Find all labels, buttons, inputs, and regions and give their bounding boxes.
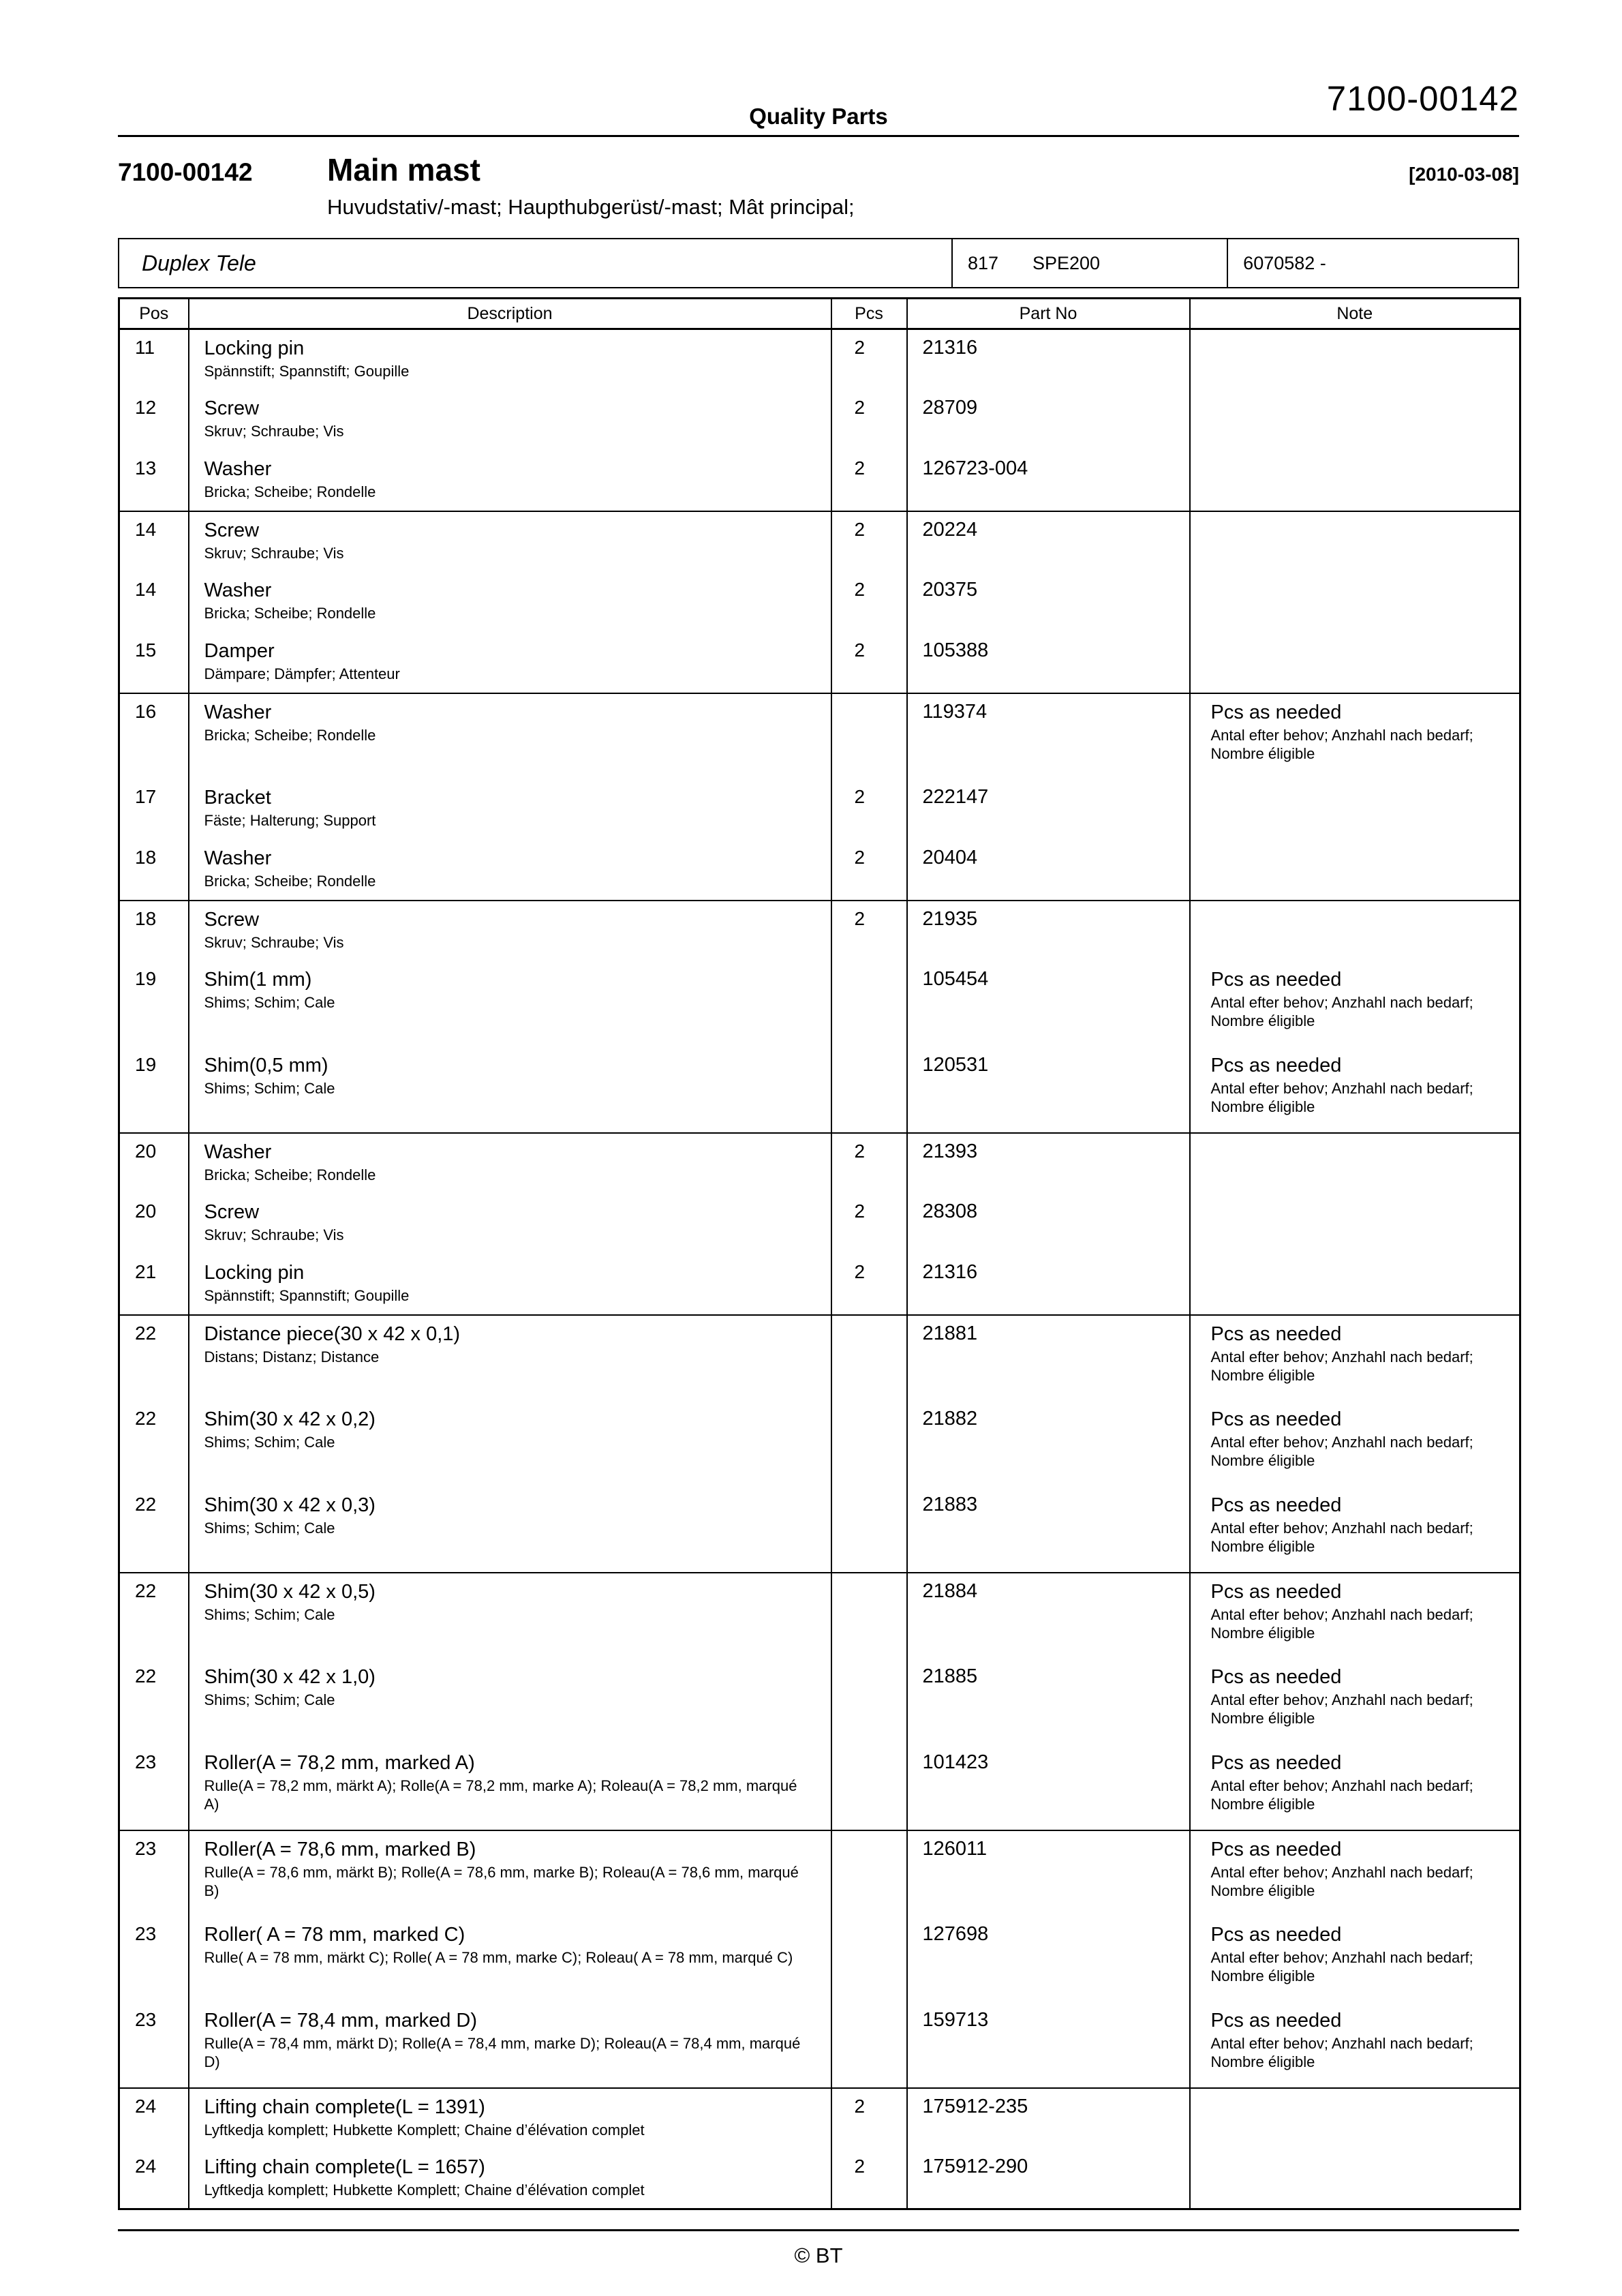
row-note-cell [1190,1659,1520,1744]
row-description: Shim(0,5 mm) [204,1054,328,1076]
revision-date: [2010-03-08] [1409,164,1519,185]
row-description-translations: Bricka; Scheibe; Rondelle [204,872,376,890]
table-row [119,2002,1520,2088]
column-header-part-no: Part No [907,299,1190,329]
row-description-translations: Shims; Schim; Cale [204,1079,335,1097]
row-note-cell [1190,693,1520,779]
row-pos: 17 [135,785,157,807]
row-pos: 23 [119,2002,189,2088]
row-note-translations: Antal efter behov; Anzhahl nach bedarf; Nombre éligible [1210,1079,1473,1115]
row-pos: 20 [135,1140,157,1162]
row-note: Pcs as needed [1210,701,1342,723]
row-note: Pcs as needed [1210,1408,1342,1430]
table-row [119,1254,1520,1315]
row-note-cell [1190,2002,1520,2088]
table-row [119,329,1520,390]
row-description-cell [189,1047,831,1133]
table-row [119,390,1520,451]
row-pos: 22 [135,1407,157,1429]
row-note: Pcs as needed [1210,1580,1342,1603]
footer-rule [118,2229,1519,2231]
row-pcs [831,1573,907,1659]
row-description: Roller(A = 78,4 mm, marked D) [204,2009,477,2031]
row-description: Roller(A = 78,6 mm, marked B) [204,1838,476,1860]
parts-table [118,297,1521,2210]
row-description-cell [189,779,831,840]
row-part-no: 159713 [907,2002,1190,2088]
row-pcs: 2 [831,1254,907,1315]
row-description: Washer [204,701,272,723]
row-description-cell [189,1401,831,1487]
row-note: Pcs as needed [1210,968,1342,991]
row-part-no: 21935 [907,901,1190,961]
row-note-cell [1190,2088,1520,2149]
row-note-cell [1190,1047,1520,1133]
row-pos: 14 [135,578,157,600]
table-row [119,1133,1520,1194]
row-note-translations: Antal efter behov; Anzhahl nach bedarf; Nombre éligible [1210,1348,1473,1384]
row-description-translations: Shims; Schim; Cale [204,993,335,1011]
row-description-cell [189,1194,831,1254]
row-note-translations: Antal efter behov; Anzhahl nach bedarf; Nombre éligible [1210,1777,1473,1813]
row-pcs: 2 [831,633,907,693]
row-pos: 19 [135,967,157,989]
footer-copyright: © BT [794,2244,843,2267]
row-pos: 24 [135,2155,157,2177]
row-description-cell [189,2149,831,2209]
row-pcs: 2 [831,840,907,901]
document-page [118,0,1519,2268]
row-description-cell [189,511,831,572]
row-description: Roller( A = 78 mm, marked C) [204,1923,465,1946]
row-note-cell [1190,1401,1520,1487]
row-note-cell [1190,451,1520,511]
row-pos: 23 [135,1922,157,1944]
title-block [118,151,1519,188]
row-pcs [831,1487,907,1573]
row-pos: 13 [119,451,189,511]
table-row [119,633,1520,693]
row-part-no: 175912-290 [907,2149,1190,2209]
table-row [119,1573,1520,1659]
row-description-cell [189,2088,831,2149]
table-row [119,693,1520,779]
model-codes-cell [951,239,1227,287]
row-pos: 21 [119,1254,189,1315]
row-description-translations: Rulle(A = 78,4 mm, märkt D); Rolle(A = 78,4 mm, marke D); Roleau(A = 78,4 mm, marqué D) [204,2034,801,2070]
serial-range: 6070582 - [1227,239,1518,287]
row-pos: 20 [135,1200,157,1222]
page-subtitle: Huvudstativ/-mast; Haupthubgerüst/-mast; Mât principal; [327,195,855,219]
row-part-no: 21316 [907,329,1190,390]
row-pos: 12 [135,396,157,418]
row-note: Pcs as needed [1210,1054,1342,1076]
row-description: Damper [204,639,275,662]
row-description-cell [189,901,831,961]
parts-table-header [119,299,1520,329]
row-note-cell [1190,511,1520,572]
row-description-translations: Rulle(A = 78,2 mm, märkt A); Rolle(A = 78,2 mm, marke A); Roleau(A = 78,2 mm, marqué A) [204,1777,797,1813]
row-note-cell [1190,1487,1520,1573]
table-row [119,1744,1520,1830]
row-description: Screw [204,397,260,419]
row-description-translations: Skruv; Schraube; Vis [204,933,344,951]
row-pcs [831,961,907,1047]
row-note-translations: Antal efter behov; Anzhahl nach bedarf; Nombre éligible [1210,1948,1473,1984]
row-note-cell [1190,1744,1520,1830]
row-description: Washer [204,457,272,480]
row-part-no: 20404 [907,840,1190,901]
row-description-cell [189,451,831,511]
row-note-translations: Antal efter behov; Anzhahl nach bedarf; Nombre éligible [1210,1691,1473,1727]
row-description-translations: Bricka; Scheibe; Rondelle [204,483,376,500]
row-pos: 22 [135,1322,157,1344]
row-note: Pcs as needed [1210,1751,1342,1774]
row-part-no: 126011 [907,1830,1190,1916]
row-description-cell [189,329,831,390]
row-note: Pcs as needed [1210,1923,1342,1946]
row-pcs: 2 [831,1133,907,1194]
row-pos: 15 [119,633,189,693]
row-pcs [831,1047,907,1133]
row-description-cell [189,1315,831,1401]
row-description-translations: Dämpare; Dämpfer; Attenteur [204,665,400,682]
row-pos: 22 [135,1580,157,1601]
row-description: Shim(30 x 42 x 0,5) [204,1580,376,1603]
title-doc-number: 7100-00142 [118,158,253,186]
row-description-cell [189,1830,831,1916]
row-part-no: 21316 [907,1254,1190,1315]
row-note-cell [1190,1573,1520,1659]
table-row [119,1401,1520,1487]
row-description-translations: Skruv; Schraube; Vis [204,422,344,440]
row-description: Distance piece(30 x 42 x 0,1) [204,1323,461,1345]
row-description: Shim(1 mm) [204,968,312,991]
row-note: Pcs as needed [1210,1838,1342,1860]
row-pcs: 2 [831,1194,907,1254]
row-pcs: 2 [831,2088,907,2149]
table-row [119,451,1520,511]
row-pos: 23 [135,1837,157,1859]
row-description-translations: Rulle(A = 78,6 mm, märkt B); Rolle(A = 78,6 mm, marke B); Roleau(A = 78,6 mm, marqué B) [204,1863,799,1899]
row-part-no: 21884 [907,1573,1190,1659]
row-part-no: 20224 [907,511,1190,572]
row-note-cell [1190,779,1520,840]
row-note-cell [1190,1830,1520,1916]
row-description-translations: Distans; Distanz; Distance [204,1348,380,1365]
column-header-pcs: Pcs [831,299,907,329]
header-doc-number: 7100-00142 [1326,79,1519,118]
table-row [119,961,1520,1047]
row-note: Pcs as needed [1210,1323,1342,1345]
row-pcs: 2 [831,511,907,572]
row-note-translations: Antal efter behov; Anzhahl nach bedarf; Nombre éligible [1210,993,1473,1029]
row-description: Shim(30 x 42 x 1,0) [204,1665,376,1688]
row-note-translations: Antal efter behov; Anzhahl nach bedarf; Nombre éligible [1210,1863,1473,1899]
row-description-cell [189,1133,831,1194]
row-description-cell [189,840,831,901]
row-pos: 11 [135,337,155,358]
row-pcs [831,1830,907,1916]
row-part-no: 28709 [907,390,1190,451]
row-pcs: 2 [831,572,907,633]
row-pcs [831,1315,907,1401]
page-title: Main mast [327,152,480,187]
row-note-cell [1190,2149,1520,2209]
row-part-no: 120531 [907,1047,1190,1133]
row-note-cell [1190,633,1520,693]
row-note-translations: Antal efter behov; Anzhahl nach bedarf; Nombre éligible [1210,1433,1473,1469]
row-description-cell [189,1744,831,1830]
table-row [119,779,1520,840]
model-name: Duplex Tele [142,250,256,275]
row-description: Washer [204,1141,272,1163]
row-pcs: 2 [831,451,907,511]
row-description-cell [189,961,831,1047]
row-note-translations: Antal efter behov; Anzhahl nach bedarf; Nombre éligible [1210,1519,1473,1555]
row-description-cell [189,1916,831,2002]
row-description-translations: Spännstift; Spannstift; Goupille [204,363,410,380]
row-description: Roller(A = 78,2 mm, marked A) [204,1751,475,1774]
row-description-translations: Rulle( A = 78 mm, märkt C); Rolle( A = 78 mm, marke C); Roleau( A = 78 mm, marqué C) [204,1948,793,1966]
table-row [119,1315,1520,1401]
row-part-no: 222147 [907,779,1190,840]
row-note-translations: Antal efter behov; Anzhahl nach bedarf; Nombre éligible [1210,2034,1473,2070]
table-row [119,1047,1520,1133]
row-note-cell [1190,1916,1520,2002]
row-note-cell [1190,961,1520,1047]
row-description-cell [189,572,831,633]
row-description-translations: Shims; Schim; Cale [204,1433,335,1451]
row-pos: 22 [135,1665,157,1687]
row-description: Locking pin [204,1261,305,1284]
row-description-translations: Fäste; Halterung; Support [204,811,376,829]
row-pos: 16 [135,700,157,722]
row-description-translations: Lyftkedja komplett; Hubkette Komplett; Chaine d’élévation complet [204,2181,645,2199]
row-description: Washer [204,847,272,869]
row-note-cell [1190,901,1520,961]
row-description-cell [189,1659,831,1744]
row-description-cell [189,1254,831,1315]
row-note-cell [1190,390,1520,451]
row-pcs: 2 [831,779,907,840]
type-code: 817 [967,252,998,273]
row-description-translations: Bricka; Scheibe; Rondelle [204,604,376,622]
row-note-cell [1190,840,1520,901]
row-part-no: 20375 [907,572,1190,633]
row-part-no: 21885 [907,1659,1190,1744]
row-part-no: 175912-235 [907,2088,1190,2149]
header-rule [118,135,1519,137]
row-part-no: 28308 [907,1194,1190,1254]
row-part-no: 21881 [907,1315,1190,1401]
table-row [119,1916,1520,2002]
row-note-translations: Antal efter behov; Anzhahl nach bedarf; Nombre éligible [1210,726,1473,762]
row-description-cell [189,1487,831,1573]
row-description-translations: Spännstift; Spannstift; Goupille [204,1286,410,1304]
row-description: Shim(30 x 42 x 0,3) [204,1494,376,1516]
row-description-translations: Bricka; Scheibe; Rondelle [204,726,376,744]
column-header-note: Note [1190,299,1520,329]
row-pcs [831,1659,907,1744]
row-note-cell [1190,1254,1520,1315]
header-brand-title: Quality Parts [749,104,888,129]
row-description-cell [189,1573,831,1659]
row-description-translations: Shims; Schim; Cale [204,1691,335,1708]
row-pos: 24 [135,2095,157,2117]
row-description-cell [189,2002,831,2088]
row-description-cell [189,390,831,451]
table-row [119,572,1520,633]
row-part-no: 21883 [907,1487,1190,1573]
row-part-no: 21882 [907,1401,1190,1487]
row-pos: 23 [119,1744,189,1830]
row-pcs [831,1916,907,2002]
table-row [119,1194,1520,1254]
column-header-pos: Pos [119,299,189,329]
row-part-no: 119374 [907,693,1190,779]
row-description-translations: Skruv; Schraube; Vis [204,544,344,562]
table-row [119,511,1520,572]
row-part-no: 21393 [907,1133,1190,1194]
row-description-translations: Bricka; Scheibe; Rondelle [204,1166,376,1183]
row-pcs: 2 [831,390,907,451]
column-header-description: Description [189,299,831,329]
row-description-translations: Skruv; Schraube; Vis [204,1226,344,1243]
row-description: Screw [204,908,260,931]
row-part-no: 105388 [907,633,1190,693]
row-note-cell [1190,572,1520,633]
row-pos: 19 [119,1047,189,1133]
model-code: SPE200 [1032,252,1101,273]
row-note: Pcs as needed [1210,1494,1342,1516]
row-part-no: 127698 [907,1916,1190,2002]
row-part-no: 101423 [907,1744,1190,1830]
row-description-translations: Shims; Schim; Cale [204,1605,335,1623]
row-part-no: 105454 [907,961,1190,1047]
table-row [119,1830,1520,1916]
row-pcs: 2 [831,329,907,390]
row-pcs [831,693,907,779]
row-note-cell [1190,1133,1520,1194]
row-description: Bracket [204,786,271,809]
table-row [119,1487,1520,1573]
table-row [119,2088,1520,2149]
row-note: Pcs as needed [1210,2009,1342,2031]
row-note: Pcs as needed [1210,1665,1342,1688]
row-note-cell [1190,1194,1520,1254]
row-pos: 18 [119,840,189,901]
page-header [118,0,1519,135]
table-row [119,1659,1520,1744]
row-pos: 18 [135,907,157,929]
row-description: Shim(30 x 42 x 0,2) [204,1408,376,1430]
row-pcs: 2 [831,2149,907,2209]
row-description: Washer [204,579,272,601]
table-row [119,2149,1520,2209]
row-pcs [831,2002,907,2088]
row-description: Screw [204,1200,260,1223]
row-pos: 22 [119,1487,189,1573]
row-description-cell [189,693,831,779]
row-description-translations: Lyftkedja komplett; Hubkette Komplett; Chaine d’élévation complet [204,2121,645,2139]
row-pos: 14 [135,518,157,540]
row-description-translations: Shims; Schim; Cale [204,1519,335,1537]
row-pcs: 2 [831,901,907,961]
row-pcs [831,1744,907,1830]
table-row [119,840,1520,901]
model-header-box [118,238,1519,288]
table-row [119,901,1520,961]
row-pcs [831,1401,907,1487]
row-description: Screw [204,519,260,541]
row-note-translations: Antal efter behov; Anzhahl nach bedarf; Nombre éligible [1210,1605,1473,1642]
row-part-no: 126723-004 [907,451,1190,511]
row-description: Locking pin [204,337,305,359]
row-description: Lifting chain complete(L = 1391) [204,2096,485,2118]
row-note-cell [1190,329,1520,390]
row-note-cell [1190,1315,1520,1401]
row-description-cell [189,633,831,693]
row-description: Lifting chain complete(L = 1657) [204,2156,485,2178]
